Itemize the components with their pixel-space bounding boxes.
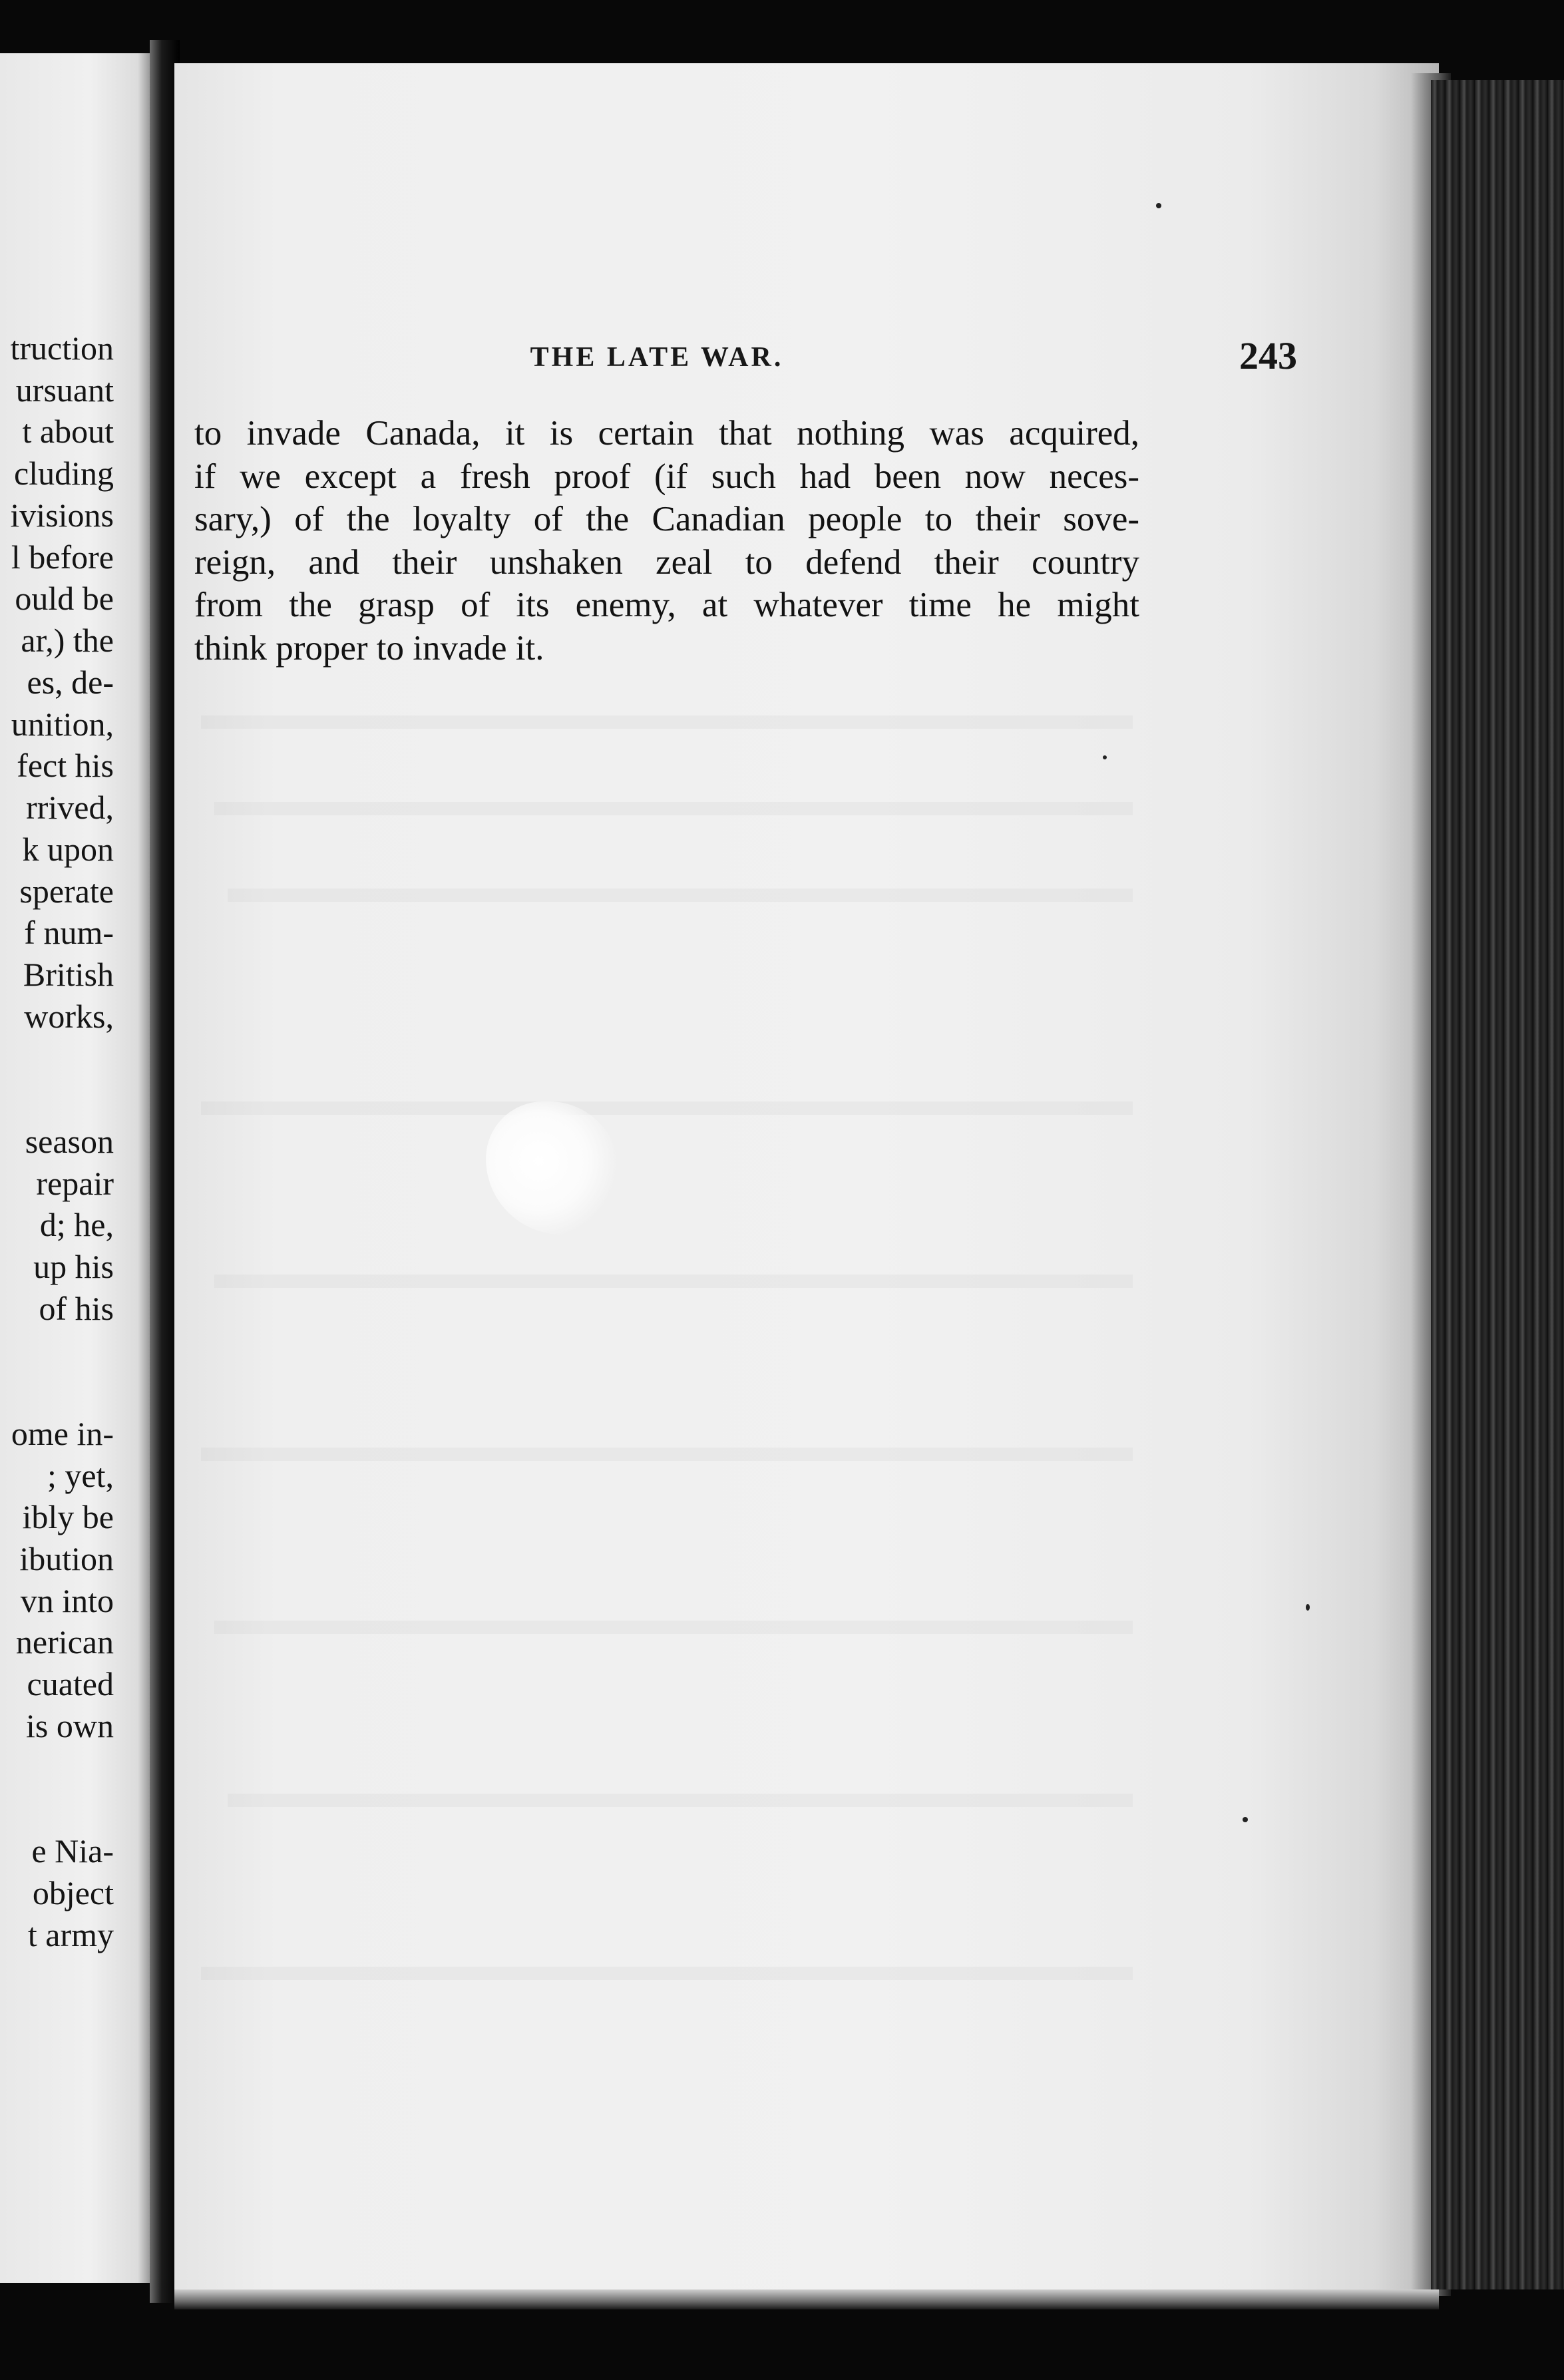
ink-speck: [1306, 1604, 1310, 1611]
ink-speck: [1156, 203, 1161, 208]
previous-page-line: ome in-: [11, 1415, 114, 1452]
previous-page-line: ibly be: [22, 1498, 114, 1535]
previous-page-line: is own: [26, 1707, 114, 1744]
previous-page-line: ibution: [19, 1540, 114, 1577]
previous-page-line: e Nia-: [31, 1832, 114, 1870]
paragraph-line: think proper to invade it.: [194, 628, 544, 668]
previous-page-line: l before: [11, 538, 114, 576]
previous-page-line: cluding: [14, 455, 114, 492]
book-page-243: [174, 63, 1439, 2306]
show-through-texture: [174, 63, 1439, 2306]
previous-page-line: up his: [33, 1248, 114, 1285]
previous-page-line: unition,: [11, 705, 114, 743]
paragraph-line: sary,) of the loyalty of the Canadian people to their sove-: [194, 500, 1139, 538]
previous-page-line: object: [32, 1874, 114, 1911]
running-head: THE LATE WAR.: [530, 342, 784, 373]
previous-page-line: rrived,: [26, 789, 114, 826]
paragraph-line: to invade Canada, it is certain that nothing was acquired,: [194, 414, 1139, 453]
previous-page-line: vn into: [20, 1582, 114, 1619]
body-paragraph: [194, 412, 1139, 670]
previous-page-line: of his: [39, 1290, 114, 1327]
previous-page-line: truction: [10, 329, 114, 367]
previous-page-line: ivisions: [10, 496, 114, 534]
previous-page-line: ; yet,: [47, 1457, 114, 1494]
previous-page-line: season: [25, 1123, 114, 1160]
page-number: 243: [1239, 334, 1297, 377]
previous-page-line: ar,) the: [21, 622, 114, 659]
previous-page-line: t about: [22, 413, 114, 450]
previous-page-fragment: [0, 53, 150, 2283]
previous-page-line: f num-: [24, 914, 114, 951]
paragraph-line: if we except a fresh proof (if such had been now neces-: [194, 457, 1139, 496]
previous-page-line: repair: [36, 1165, 114, 1202]
previous-page-line: cuated: [27, 1665, 114, 1702]
previous-page-line: nerican: [15, 1623, 114, 1661]
previous-page-line: fect his: [17, 747, 114, 784]
previous-page-line: es, de-: [27, 664, 114, 701]
fore-edge-pages: [1431, 80, 1564, 2289]
previous-page-line: works,: [24, 998, 114, 1035]
previous-page-line: British: [23, 956, 114, 993]
bottom-page-edge: [174, 2289, 1439, 2309]
paragraph-line: from the grasp of its enemy, at whatever time he might: [194, 586, 1139, 624]
previous-page-line: sperate: [19, 873, 114, 910]
previous-page-line: ould be: [15, 580, 114, 617]
ink-speck: [1243, 1817, 1248, 1822]
previous-page-line: d; he,: [39, 1206, 114, 1243]
paragraph-line: reign, and their unshaken zeal to defend their country: [194, 542, 1139, 582]
previous-page-line: t army: [27, 1916, 114, 1953]
previous-page-line: ursuant: [15, 371, 114, 409]
ink-speck: [1103, 755, 1107, 759]
previous-page-line: k upon: [22, 831, 114, 868]
